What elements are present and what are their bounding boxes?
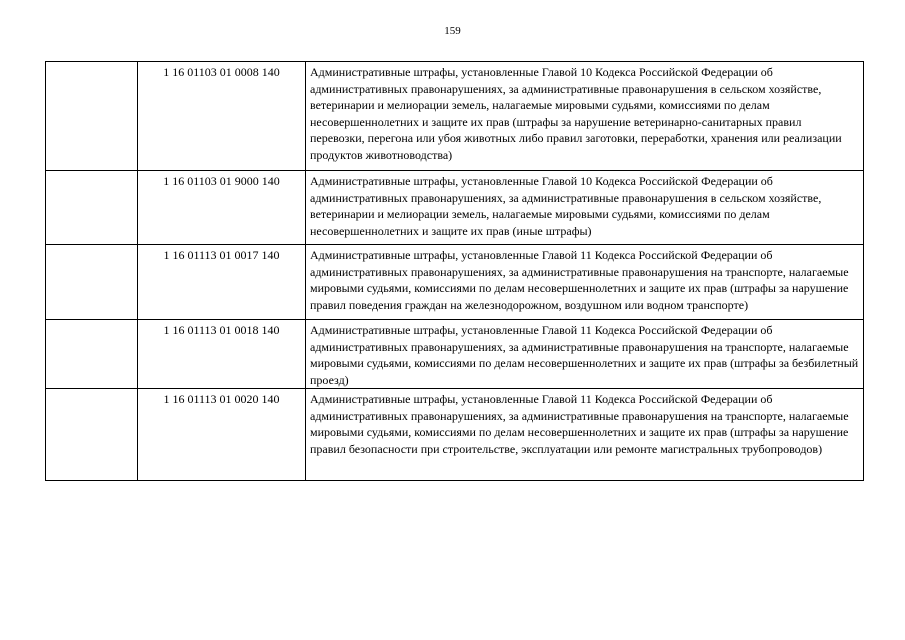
table-row [46,320,864,389]
page-number: 159 [444,25,461,37]
budget-code-cell: 1 16 01113 01 0018 140 [138,320,306,389]
blank-cell [46,245,138,320]
blank-cell [46,320,138,389]
blank-cell [46,62,138,171]
description-cell: Административные штрафы, установленные Главой 10 Кодекса Российской Федерации об административных правонарушениях, за административные правонарушения в сельском хозяйстве, ветеринарии и мелиорации земель, налагаемые мировыми судьями, комиссиями по делам несовершеннолетних и защите их прав (иные штрафы) [306,171,864,245]
budget-codes-table [45,61,864,481]
table-row [46,171,864,245]
table-row [46,389,864,481]
table-row [46,62,864,171]
description-cell: Административные штрафы, установленные Главой 10 Кодекса Российской Федерации об административных правонарушениях, за административные правонарушения в сельском хозяйстве, ветеринарии и мелиорации земель, налагаемые мировыми судьями, комиссиями по делам несовершеннолетних и защите их прав (штрафы за нарушение ветеринарно-санитарных правил перевозки, перегона или убоя животных либо правил заготовки, переработки, хранения или реализации продуктов животноводства) [306,62,864,171]
budget-code-cell: 1 16 01103 01 9000 140 [138,171,306,245]
blank-cell [46,171,138,245]
table-row [46,245,864,320]
description-cell: Административные штрафы, установленные Главой 11 Кодекса Российской Федерации об административных правонарушениях, за административные правонарушения на транспорте, налагаемые мировыми судьями, комиссиями по делам несовершеннолетних и защите их прав (штрафы за безбилетный проезд) [306,320,864,389]
description-cell: Административные штрафы, установленные Главой 11 Кодекса Российской Федерации об административных правонарушениях, за административные правонарушения на транспорте, налагаемые мировыми судьями, комиссиями по делам несовершеннолетних и защите их прав (штрафы за нарушение правил поведения граждан на железнодорожном, воздушном или водном транспорте) [306,245,864,320]
blank-cell [46,389,138,481]
description-cell: Административные штрафы, установленные Главой 11 Кодекса Российской Федерации об административных правонарушениях, за административные правонарушения на транспорте, налагаемые мировыми судьями, комиссиями по делам несовершеннолетних и защите их прав (штрафы за нарушение правил безопасности при строительстве, эксплуатации или ремонте магистральных трубопроводов) [306,389,864,481]
budget-code-cell: 1 16 01113 01 0017 140 [138,245,306,320]
budget-code-cell: 1 16 01103 01 0008 140 [138,62,306,171]
budget-code-cell: 1 16 01113 01 0020 140 [138,389,306,481]
